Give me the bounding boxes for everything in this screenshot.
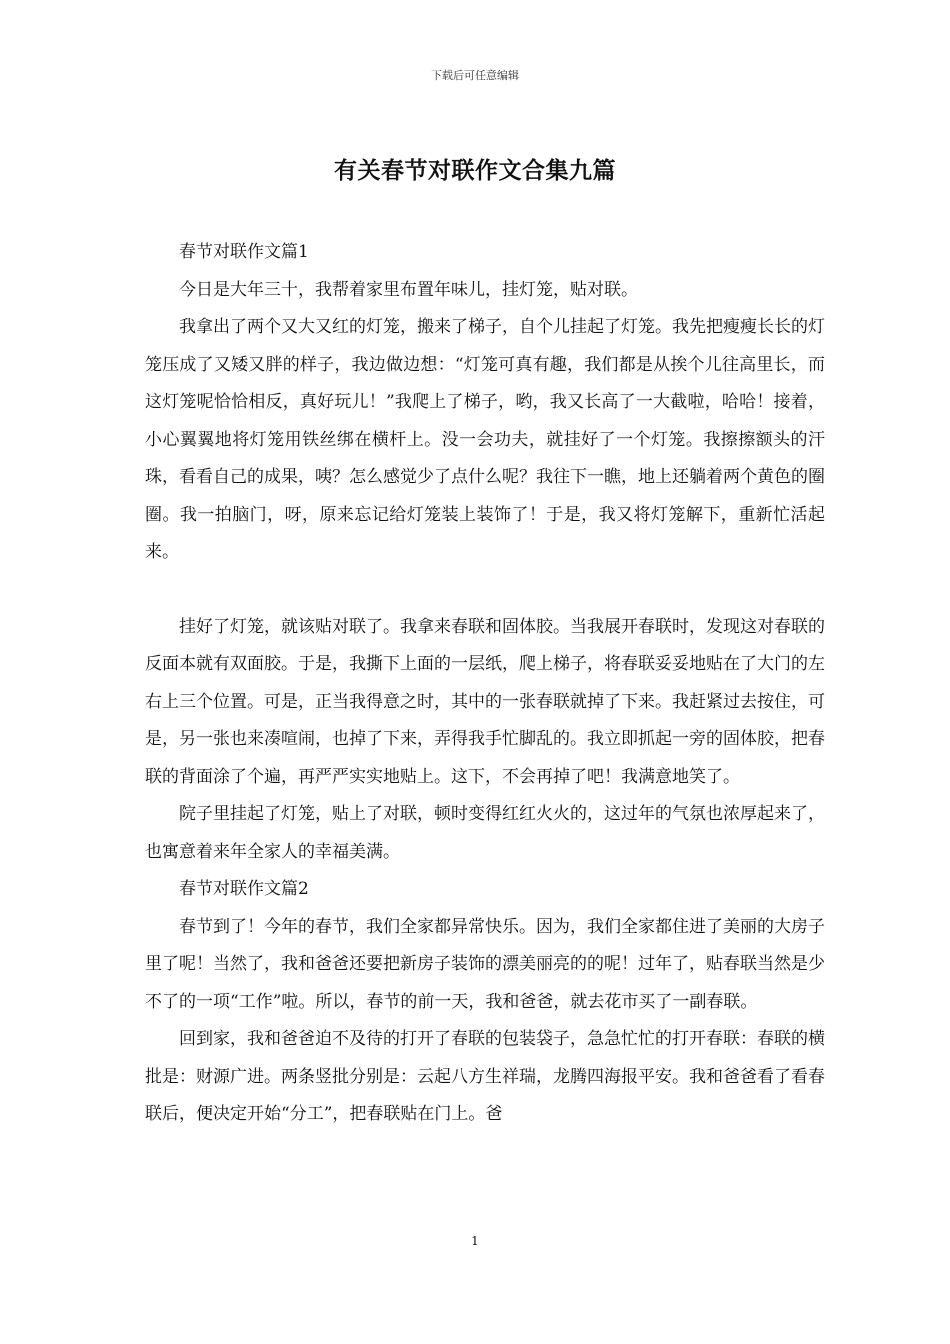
- header-note: 下载后可任意编辑: [431, 69, 519, 82]
- paragraph: 挂好了灯笼，就该贴对联了。我拿来春联和固体胶。当我展开春联时，发现这对春联的反面本就有双面胶。于是，我撕下上面的一层纸，爬上梯子，将春联妥妥地贴在了大门的左右上三个位置。可是，正当我得意之时，其中的一张春联就掉了下来。我赶紧过去按住，可是，另一张也来凑喧闹，也掉了下来，弄得我手忙脚乱的。我立即抓起一旁的固体胶，把春联的背面涂了个遍，再严严实实地贴上。这下，不会再掉了吧！我满意地笑了。: [145, 616, 825, 787]
- section-heading-1: 春节对联作文篇1: [179, 242, 309, 262]
- document-body: [145, 234, 825, 1134]
- section-heading-2: 春节对联作文篇2: [179, 879, 309, 899]
- document-title: 有关春节对联作文合集九篇: [334, 157, 616, 184]
- paragraph: 春节到了！今年的春节，我们全家都异常快乐。因为，我们全家都住进了美丽的大房子里了呢！当然了，我和爸爸还要把新房子装饰的漂美丽亮的的呢！过年了，贴春联当然是少不了的一项“工作”啦。所以，春节的前一天，我和爸爸，就去花市买了一副春联。: [145, 916, 825, 1012]
- paragraph: 今日是大年三十，我帮着家里布置年味儿，挂灯笼，贴对联。: [179, 279, 638, 300]
- paragraph: 我拿出了两个又大又红的灯笼，搬来了梯子，自个儿挂起了灯笼。我先把瘦瘦长长的灯笼压成了又矮又胖的样子，我边做边想：“灯笼可真有趣，我们都是从挨个儿往高里长，而这灯笼呢恰恰相反，真好玩儿！”我爬上了梯子，哟，我又长高了一大截啦，哈哈！接着，小心翼翼地将灯笼用铁丝绑在横杆上。没一会功夫，就挂好了一个灯笼。我擦擦额头的汗珠，看看自己的成果，咦？怎么感觉少了点什么呢？我往下一瞧，地上还躺着两个黄色的圈圈。我一拍脑门，呀，原来忘记给灯笼装上装饰了！于是，我又将灯笼解下，重新忙活起来。: [145, 317, 825, 562]
- paragraph: 院子里挂起了灯笼，贴上了对联，顿时变得红红火火的，这过年的气氛也浓厚起来了，也寓意着来年全家人的幸福美满。: [145, 804, 825, 862]
- paragraph: 回到家，我和爸爸迫不及待的打开了春联的包装袋子，急急忙忙的打开春联：春联的横批是：财源广进。两条竖批分别是：云起八方生祥瑞，龙腾四海报平安。我和爸爸看了看春联后，便决定开始“分工”，把春联贴在门上。爸: [145, 1029, 825, 1124]
- page-number: 1: [471, 1234, 479, 1248]
